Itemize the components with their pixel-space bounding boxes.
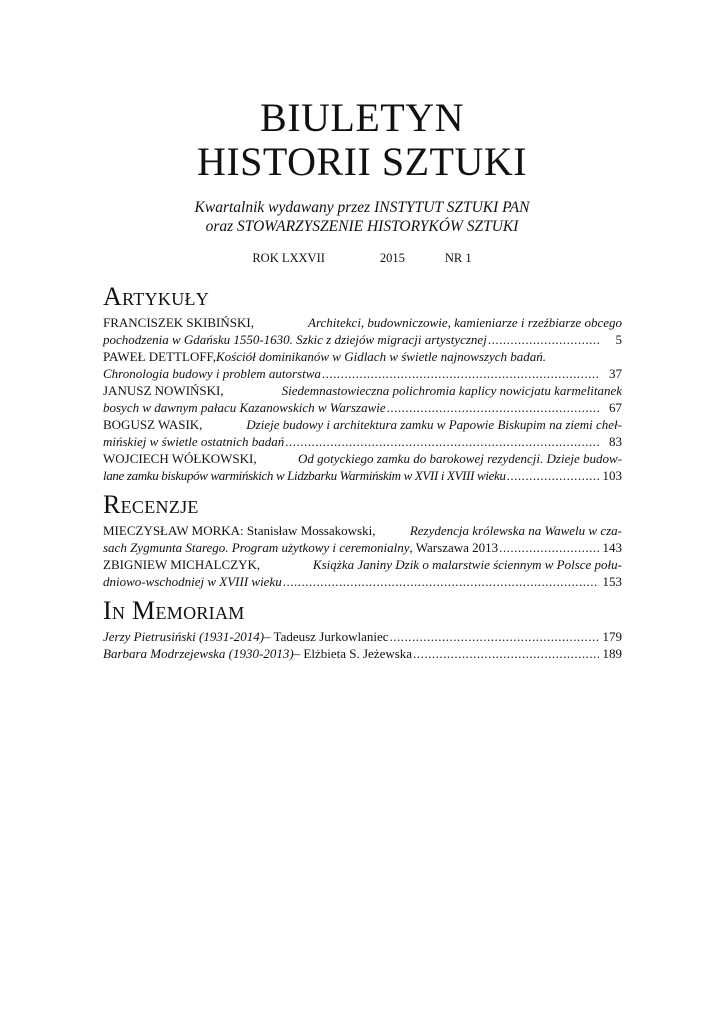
toc-entry-line2: [103, 573, 622, 590]
toc-title-cont: sach Zygmunta Starego. Program użytkowy i ceremonialny: [103, 540, 410, 555]
toc-page-number: 189: [602, 646, 622, 661]
toc-entry[interactable]: [103, 314, 622, 348]
toc-title-cont: dniowo-wschodniej w XVIII wieku: [103, 574, 282, 589]
toc-title: Książka Janiny Dzik o malarstwie ściennym w Polsce połu-: [312, 557, 622, 572]
toc-memoriam-name: Barbara Modrzejewska (1930-2013): [103, 646, 294, 661]
toc-author: MIECZYSŁAW MORKA: Stanisław Mossakowski,: [103, 523, 376, 538]
toc-page-number: 83: [609, 434, 622, 449]
toc-memoriam-name: Jerzy Pietrusiński (1931-2014): [103, 629, 265, 644]
issue-info: [0, 251, 724, 266]
toc-entry-line1: [103, 416, 622, 433]
toc-entry-line2: [103, 365, 622, 382]
leader-dots: [387, 399, 600, 416]
toc-author: – Tadeusz Jurkowlaniec: [264, 629, 389, 644]
toc-entry[interactable]: [103, 645, 622, 662]
toc-author: ZBIGNIEW MICHALCZYK,: [103, 557, 261, 572]
toc-page-number: 143: [602, 540, 622, 555]
leader-dots: [322, 365, 600, 382]
toc-title-cont: mińskiej w świetle ostatnich badań: [103, 434, 285, 449]
toc-entry[interactable]: [103, 450, 622, 484]
toc-entry-line1: [103, 556, 622, 573]
toc-publication-info: , Warszawa 2013: [409, 540, 499, 555]
toc-author: – Elżbieta S. Jeżewska: [293, 646, 413, 661]
section-heading-in-memoriam: In Memoriam: [103, 596, 245, 625]
toc-title: Dzieje budowy i architektura zamku w Papowie Biskupim na ziemi cheł-: [246, 417, 622, 432]
toc-entry[interactable]: [103, 628, 622, 645]
toc-title: Kościół dominikanów w Gidlach w świetle najnowszych badań.: [216, 349, 547, 364]
toc-entry-line1: [103, 522, 622, 539]
toc-title: Siedemnastowieczna polichromia kaplicy nowicjatu karmelitanek: [281, 383, 622, 398]
leader-dots: [507, 467, 599, 484]
publisher-line2: oraz STOWARZYSZENIE HISTORYKÓW SZTUKI: [205, 218, 519, 235]
volume-label: ROK LXXVII: [252, 251, 325, 265]
masthead: [0, 96, 724, 266]
toc-page-number: 37: [609, 366, 622, 381]
toc-entry-line1: [103, 450, 622, 467]
toc-entry-line1: [103, 382, 622, 399]
toc-entry-line2: [103, 433, 622, 450]
toc-entry-line1: [103, 645, 622, 662]
year-label: 2015: [379, 251, 405, 265]
toc-author: FRANCISZEK SKIBIŃSKI,: [103, 315, 254, 330]
publisher-line1: Kwartalnik wydawany przez INSTYTUT SZTUKI PAN: [194, 199, 530, 216]
toc-title: Od gotyckiego zamku do barokowej rezydencji. Dzieje budow-: [298, 451, 622, 466]
toc-entry[interactable]: [103, 348, 622, 382]
toc-entry-line2: [103, 331, 622, 348]
table-of-contents: [103, 282, 622, 662]
toc-title-cont: lane zamku biskupów warmińskich w Lidzbarku Warmińskim w XVII i XVIII wieku: [103, 468, 506, 483]
toc-entry-line1: [103, 628, 622, 645]
toc-page-number: 5: [615, 332, 622, 347]
toc-author: PAWEŁ DETTLOFF,: [103, 349, 216, 364]
toc-title: Architekci, budowniczowie, kamieniarze i rzeźbiarze obcego: [308, 315, 622, 330]
toc-entry-line1: [103, 314, 622, 331]
journal-title-line2: HISTORII SZTUKI: [196, 139, 528, 184]
toc-title-cont: pochodzenia w Gdańsku 1550-1630. Szkic z dziejów migracji artystycznej: [103, 332, 487, 347]
section-heading-artykuly: Artykuły: [103, 282, 210, 311]
section-heading-recenzje: Recenzje: [103, 490, 199, 519]
leader-dots: [390, 628, 599, 645]
leader-dots: [283, 573, 599, 590]
toc-entry-line2: [103, 539, 622, 556]
toc-title-cont: Chronologia budowy i problem autorstwa: [103, 366, 321, 381]
toc-page-number: 67: [609, 400, 622, 415]
toc-page-number: 153: [602, 574, 622, 589]
journal-title-line1: BIULETYN: [260, 95, 464, 140]
toc-author: BOGUSZ WASIK,: [103, 417, 203, 432]
toc-page-number: 179: [602, 629, 622, 644]
toc-title-cont: bosych w dawnym pałacu Kazanowskich w Warszawie: [103, 400, 386, 415]
toc-entry[interactable]: [103, 522, 622, 556]
toc-page-number: 103: [602, 468, 622, 483]
toc-author: WOJCIECH WÓŁKOWSKI,: [103, 451, 257, 466]
toc-title: Rezydencja królewska na Wawelu w cza-: [409, 523, 622, 538]
toc-entry-line2: [103, 467, 622, 484]
leader-dots: [488, 331, 600, 348]
leader-dots: [285, 433, 600, 450]
leader-dots: [499, 539, 598, 556]
leader-dots: [413, 645, 598, 662]
toc-entry-line2: [103, 399, 622, 416]
toc-entry[interactable]: [103, 556, 622, 590]
toc-entry-line1: [103, 348, 622, 365]
toc-entry[interactable]: [103, 416, 622, 450]
toc-entry[interactable]: [103, 382, 622, 416]
toc-author: JANUSZ NOWIŃSKI,: [103, 383, 224, 398]
issue-number: NR 1: [444, 251, 472, 265]
